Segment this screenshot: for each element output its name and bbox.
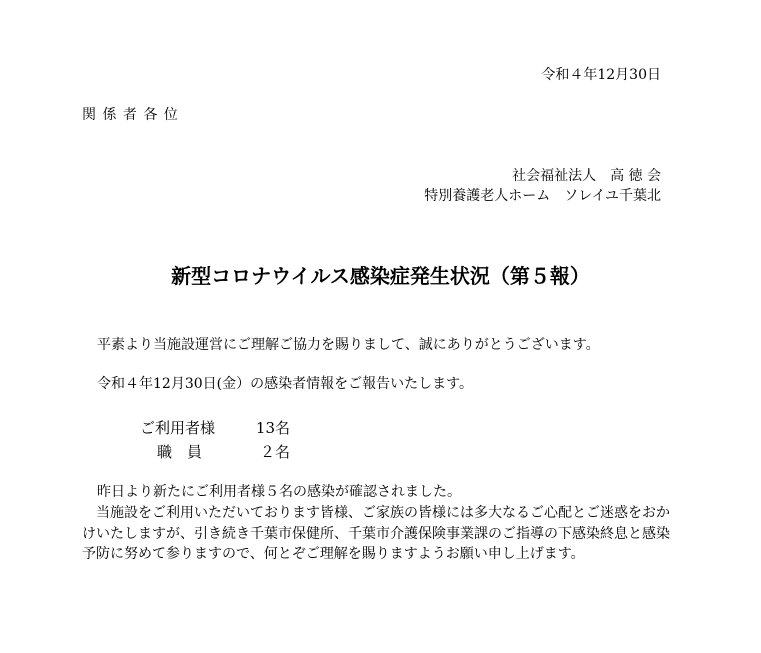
greeting-text: 平素より当施設運営にご理解ご協力を賜りまして、誠にありがとうございます。 xyxy=(97,337,600,353)
new-cases-text: 昨日より新たにご利用者様５名の感染が確認されました。 xyxy=(97,484,461,500)
document-date: 令和４年12月30日 xyxy=(541,67,661,83)
count-row-residents xyxy=(140,417,290,439)
document-title: 新型コロナウイルス感染症発生状況（第５報） xyxy=(171,264,590,288)
count-label: ご利用者様 xyxy=(140,419,216,437)
count-value: ２名 xyxy=(259,443,290,461)
count-label: 職 員 xyxy=(157,443,203,461)
sender-facility: 特別養護老人ホーム ソレイユ千葉北 xyxy=(424,188,661,204)
sender-corporation: 社会福祉法人 高 徳 会 xyxy=(512,168,661,184)
count-row-staff xyxy=(140,441,290,463)
addressee: 関 係 者 各 位 xyxy=(82,107,179,123)
count-value: 13名 xyxy=(255,419,290,437)
report-intro: 令和４年12月30日(金）の感染者情報をご報告いたします。 xyxy=(97,376,473,392)
closing-paragraph: 当施設をご利用いただいております皆様、ご家族の皆様には多大なるご心配とご迷惑をおかけいたしますが、引き続き千葉市保健所、千葉市介護保険事業課のご指導の下感染終息と感染予防に努めて参りますので、何とぞご理解を賜りますようお願い申し上げます。 xyxy=(82,505,670,563)
